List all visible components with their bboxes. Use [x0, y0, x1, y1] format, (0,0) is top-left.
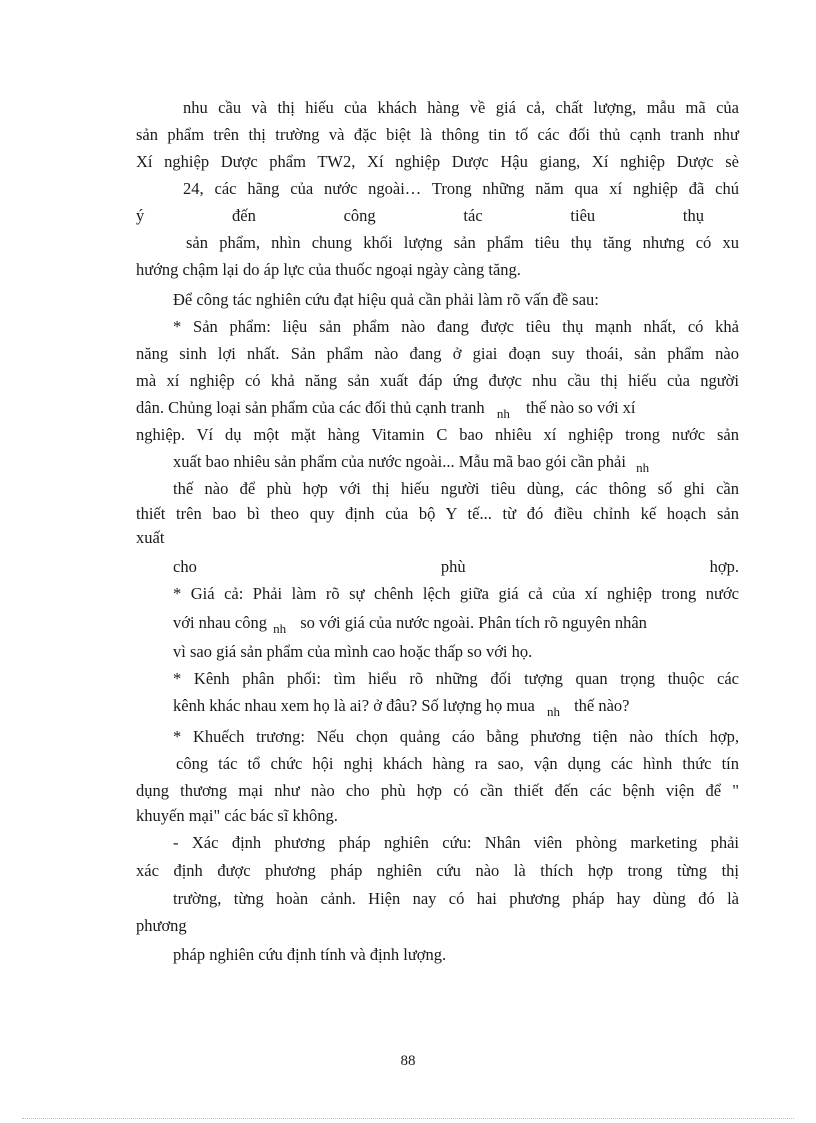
text-line: công tác tổ chức hội nghị khách hàng ra sao, vận dụng các hình thức tín	[176, 754, 739, 773]
subscript-fragment: nh	[496, 406, 510, 421]
text-line: sản phẩm, nhìn chung khối lượng sản phẩm tiêu thụ tăng nhưng có xu	[186, 233, 739, 252]
text-line: thế nào để phù hợp với thị hiếu người tiêu dùng, các thông số ghi cần	[173, 479, 739, 498]
text-line: cho phù hợp.	[173, 557, 739, 576]
text-line: xác định được phương pháp nghiên cứu nào là thích hợp trong từng thị	[136, 861, 739, 880]
text-line	[173, 611, 647, 635]
text-line: hướng chậm lại do áp lực của thuốc ngoại ngày càng tăng.	[136, 260, 521, 279]
text-line	[136, 396, 635, 420]
text-segment: với nhau công	[173, 613, 267, 632]
text-line: Xí nghiệp Dược phẩm TW2, Xí nghiệp Dược Hậu giang, Xí nghiệp Dược sè	[136, 152, 739, 171]
text-line: Để công tác nghiên cứu đạt hiệu quả cần phải làm rõ vấn đề sau:	[173, 290, 599, 309]
subscript-fragment: nh	[636, 460, 650, 475]
text-line: nghiệp. Ví dụ một mặt hàng Vitamin C bao nhiêu xí nghiệp trong nước sản	[136, 425, 739, 444]
text-line: vì sao giá sản phẩm của mình cao hoặc thấp so với họ.	[173, 642, 533, 661]
text-line: * Giá cả: Phải làm rõ sự chênh lệch giữa giá cả của xí nghiệp trong nước	[173, 584, 739, 603]
text-line	[173, 450, 649, 474]
text-segment: xuất bao nhiêu sản phẩm của nước ngoài... Mẫu mã bao gói cần phải	[173, 452, 626, 471]
text-line: pháp nghiên cứu định tính và định lượng.	[173, 945, 447, 964]
subscript-fragment: nh	[546, 704, 560, 719]
text-segment: kênh khác nhau xem họ là ai? ở đâu? Số lượng họ mua	[173, 696, 535, 715]
page-number: 88	[400, 1053, 416, 1069]
text-line: mà xí nghiệp có khả năng sản xuất đáp ứng được nhu cầu thị hiếu của người	[136, 371, 739, 390]
text-line: 24, các hãng của nước ngoài… Trong những năm qua xí nghiệp đã chú	[183, 179, 739, 198]
text-line: sản phẩm trên thị trường và đặc biệt là thông tin tố các đối thủ cạnh tranh như	[136, 125, 739, 144]
text-line: * Kênh phân phối: tìm hiểu rõ những đối tượng quan trọng thuộc các	[173, 669, 739, 688]
text-line: xuất	[136, 528, 165, 547]
text-line: khuyến mại" các bác sĩ không.	[136, 806, 338, 825]
text-segment: so với giá của nước ngoài. Phân tích rõ nguyên nhân	[300, 613, 647, 632]
text-line: - Xác định phương pháp nghiên cứu: Nhân viên phòng marketing phải	[173, 833, 739, 852]
text-segment: thế nào so với xí	[525, 398, 636, 417]
text-segment: thế nào?	[574, 696, 630, 715]
subscript-fragment: nh	[273, 621, 287, 636]
text-line: trường, từng hoàn cảnh. Hiện nay có hai phương pháp hay dùng đó là	[173, 889, 739, 908]
text-line: thiết trên bao bì theo quy định của bộ Y tế... từ đó điều chỉnh kế hoạch sản	[136, 504, 739, 523]
text-line: * Sản phẩm: liệu sản phẩm nào đang được tiêu thụ mạnh nhất, có khả	[173, 317, 739, 336]
text-segment: dân. Chủng loại sản phẩm của các đối thủ cạnh tranh	[136, 398, 485, 417]
text-line: * Khuếch trương: Nếu chọn quảng cáo bằng phương tiện nào thích hợp,	[173, 727, 739, 746]
text-line: nhu cầu và thị hiếu của khách hàng về giá cả, chất lượng, mẫu mã của	[183, 98, 739, 117]
text-line: năng sinh lợi nhất. Sản phẩm nào đang ở giai đoạn suy thoái, sản phẩm nào	[136, 344, 739, 363]
text-line	[173, 694, 630, 718]
text-line: phương	[136, 916, 187, 935]
text-line: dụng thương mại như nào cho phù hợp có cần thiết đến các bệnh viện để "	[136, 781, 739, 800]
bottom-dotted-rule	[22, 1118, 794, 1119]
text-line: ý đến công tác tiêu thụ	[136, 206, 704, 225]
